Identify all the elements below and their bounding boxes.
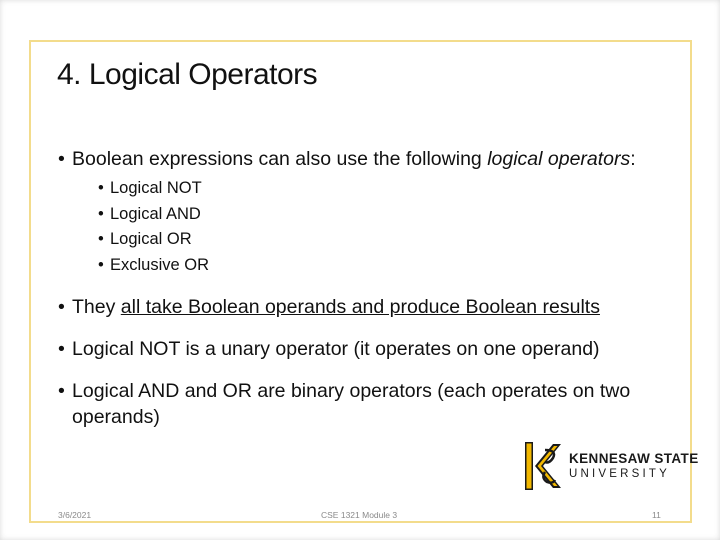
bullet-icon: • bbox=[58, 148, 65, 170]
slide-content bbox=[58, 146, 678, 430]
sub-bullet-item bbox=[98, 253, 678, 279]
bullet-text: Boolean expressions can also use the following bbox=[72, 148, 488, 170]
bullet-text: They bbox=[72, 296, 121, 318]
logo-line-2: UNIVERSITY bbox=[569, 468, 671, 480]
footer-course: CSE 1321 Module 3 bbox=[321, 510, 398, 520]
bullet-item bbox=[58, 336, 678, 362]
bullet-text: Logical NOT is a unary operator (it operates on one operand) bbox=[72, 338, 600, 360]
logo-line-1: KENNESAW STATE bbox=[569, 451, 699, 466]
sub-bullet-text: Logical OR bbox=[110, 230, 192, 248]
bullet-icon: • bbox=[98, 230, 104, 248]
sub-bullet-item bbox=[98, 227, 678, 253]
bullet-icon: • bbox=[58, 296, 65, 318]
bullet-icon: • bbox=[98, 255, 104, 274]
bullet-icon: • bbox=[58, 338, 65, 360]
slide-title: 4. Logical Operators bbox=[57, 58, 318, 91]
sub-bullet-text: Exclusive OR bbox=[110, 255, 210, 274]
sub-bullet-text: Logical AND bbox=[110, 204, 201, 223]
ks-monogram-icon bbox=[523, 440, 563, 492]
footer-date: 3/6/2021 bbox=[58, 510, 92, 520]
bullet-icon: • bbox=[58, 380, 65, 402]
bullet-item bbox=[58, 146, 678, 278]
bullet-icon: • bbox=[98, 204, 104, 223]
sub-bullet-item bbox=[98, 202, 678, 228]
bullet-icon: • bbox=[98, 179, 104, 197]
bullet-item bbox=[58, 378, 672, 430]
sub-bullet-list bbox=[98, 176, 678, 278]
footer-page-number: 11 bbox=[652, 510, 661, 520]
sub-bullet-item bbox=[98, 176, 678, 202]
underlined-text: all take Boolean operands and produce Boolean results bbox=[120, 296, 600, 318]
bullet-emphasis: logical operators bbox=[487, 148, 631, 170]
sub-bullet-text: Logical NOT bbox=[110, 179, 202, 197]
university-logo bbox=[523, 440, 699, 494]
bullet-text-end: : bbox=[630, 148, 636, 170]
bullet-item bbox=[58, 294, 678, 320]
bullet-text: Logical AND and OR are binary operators (each operates on two operands) bbox=[72, 380, 631, 428]
